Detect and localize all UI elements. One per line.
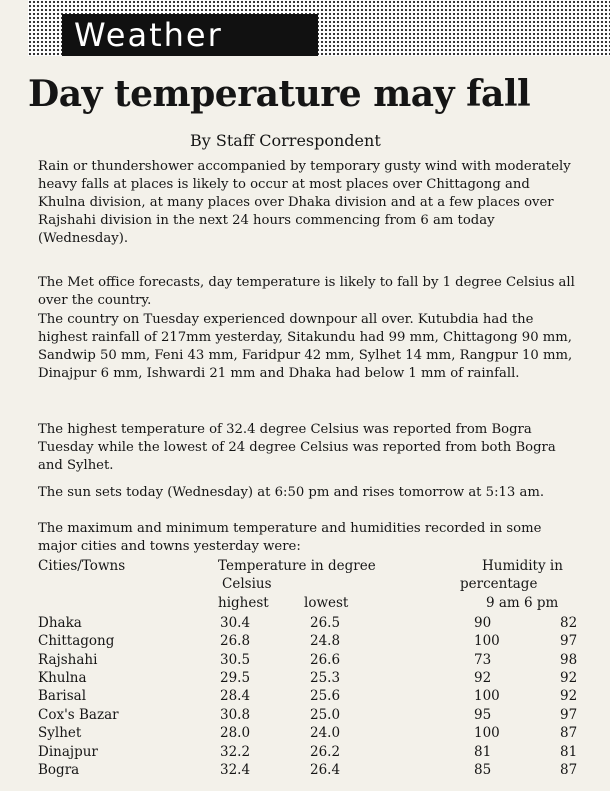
paragraph: The Met office forecasts, day temperature is likely to fall by 1 degree Celsius all over the country. bbox=[38, 275, 575, 308]
humidity-6pm: 87 bbox=[560, 725, 578, 741]
paragraph: Rain or thundershower accompanied by temporary gusty wind with moderately heavy falls at places is likely to occur at most places over Chittagong and Khulna division, at many places over Dhaka division and at a few places over Rajshahi division in the next 24 hours commencing from 6 am today (Wednesday). bbox=[38, 159, 571, 246]
temp-highest: 30.8 bbox=[220, 707, 251, 723]
temp-lowest: 25.3 bbox=[310, 670, 341, 686]
column-header-times: 9 am 6 pm bbox=[486, 595, 559, 611]
city-name: Chittagong bbox=[38, 633, 115, 649]
humidity-9am: 100 bbox=[474, 725, 500, 741]
humidity-6pm: 87 bbox=[560, 762, 578, 778]
temp-lowest: 24.0 bbox=[310, 725, 341, 741]
column-header-temperature-unit: Celsius bbox=[222, 576, 272, 592]
humidity-6pm: 92 bbox=[560, 670, 578, 686]
humidity-6pm: 98 bbox=[560, 652, 578, 668]
city-name: Dhaka bbox=[38, 615, 82, 631]
paragraph: The country on Tuesday experienced downpour all over. Kutubdia had the highest rainfall of 217mm yesterday, Sitakundu had 99 mm, Chittagong 90 mm, Sandwip 50 mm, Feni 43 mm, Faridpur 42 mm, Sylhet 14 mm, Rangpur 10 mm, Dinajpur 6 mm, Ishwardi 21 mm and Dhaka had below 1 mm of rainfall. bbox=[38, 312, 573, 381]
temp-lowest: 25.6 bbox=[310, 688, 341, 704]
city-name: Barisal bbox=[38, 688, 87, 704]
temp-lowest: 25.0 bbox=[310, 707, 341, 723]
city-name: Cox's Bazar bbox=[38, 707, 119, 723]
city-name: Sylhet bbox=[38, 725, 82, 741]
section-banner bbox=[28, 0, 610, 56]
temp-highest: 30.4 bbox=[220, 615, 251, 631]
humidity-9am: 73 bbox=[474, 652, 492, 668]
temp-highest: 32.4 bbox=[220, 762, 251, 778]
temp-highest: 32.2 bbox=[220, 744, 251, 760]
temp-lowest: 26.5 bbox=[310, 615, 341, 631]
column-header-cities: Cities/Towns bbox=[38, 558, 126, 574]
humidity-6pm: 82 bbox=[560, 615, 578, 631]
paragraph: The sun sets today (Wednesday) at 6:50 pm and rises tomorrow at 5:13 am. bbox=[38, 485, 545, 500]
city-name: Khulna bbox=[38, 670, 87, 686]
humidity-9am: 100 bbox=[474, 688, 500, 704]
temp-lowest: 26.2 bbox=[310, 744, 341, 760]
temp-highest: 30.5 bbox=[220, 652, 251, 668]
humidity-6pm: 97 bbox=[560, 707, 578, 723]
column-header-humidity: Humidity in bbox=[482, 558, 563, 574]
humidity-9am: 85 bbox=[474, 762, 492, 778]
humidity-6pm: 92 bbox=[560, 688, 578, 704]
section-label-box bbox=[62, 14, 318, 56]
temp-lowest: 26.4 bbox=[310, 762, 341, 778]
temp-highest: 29.5 bbox=[220, 670, 251, 686]
temp-highest: 26.8 bbox=[220, 633, 251, 649]
humidity-6pm: 97 bbox=[560, 633, 578, 649]
column-header-highest: highest bbox=[218, 595, 269, 611]
temp-lowest: 24.8 bbox=[310, 633, 341, 649]
column-header-lowest: lowest bbox=[304, 595, 349, 611]
humidity-9am: 92 bbox=[474, 670, 492, 686]
column-header-temperature: Temperature in degree bbox=[218, 558, 376, 574]
city-name: Bogra bbox=[38, 762, 80, 778]
temp-highest: 28.4 bbox=[220, 688, 251, 704]
city-name: Dinajpur bbox=[38, 744, 98, 760]
byline: By Staff Correspondent bbox=[190, 131, 381, 150]
humidity-9am: 95 bbox=[474, 707, 492, 723]
section-label: Weather bbox=[74, 16, 223, 54]
temp-highest: 28.0 bbox=[220, 725, 251, 741]
paragraph: The highest temperature of 32.4 degree Celsius was reported from Bogra Tuesday while the lowest of 24 degree Celsius was reported from both Bogra and Sylhet. bbox=[38, 422, 556, 473]
humidity-9am: 81 bbox=[474, 744, 492, 760]
humidity-9am: 90 bbox=[474, 615, 492, 631]
humidity-6pm: 81 bbox=[560, 744, 578, 760]
city-name: Rajshahi bbox=[38, 652, 98, 668]
humidity-9am: 100 bbox=[474, 633, 500, 649]
paragraph: The maximum and minimum temperature and humidities recorded in some major cities and towns yesterday were: bbox=[38, 521, 542, 554]
headline: Day temperature may fall bbox=[28, 73, 531, 115]
temp-lowest: 26.6 bbox=[310, 652, 341, 668]
column-header-humidity-unit: percentage bbox=[460, 576, 538, 592]
